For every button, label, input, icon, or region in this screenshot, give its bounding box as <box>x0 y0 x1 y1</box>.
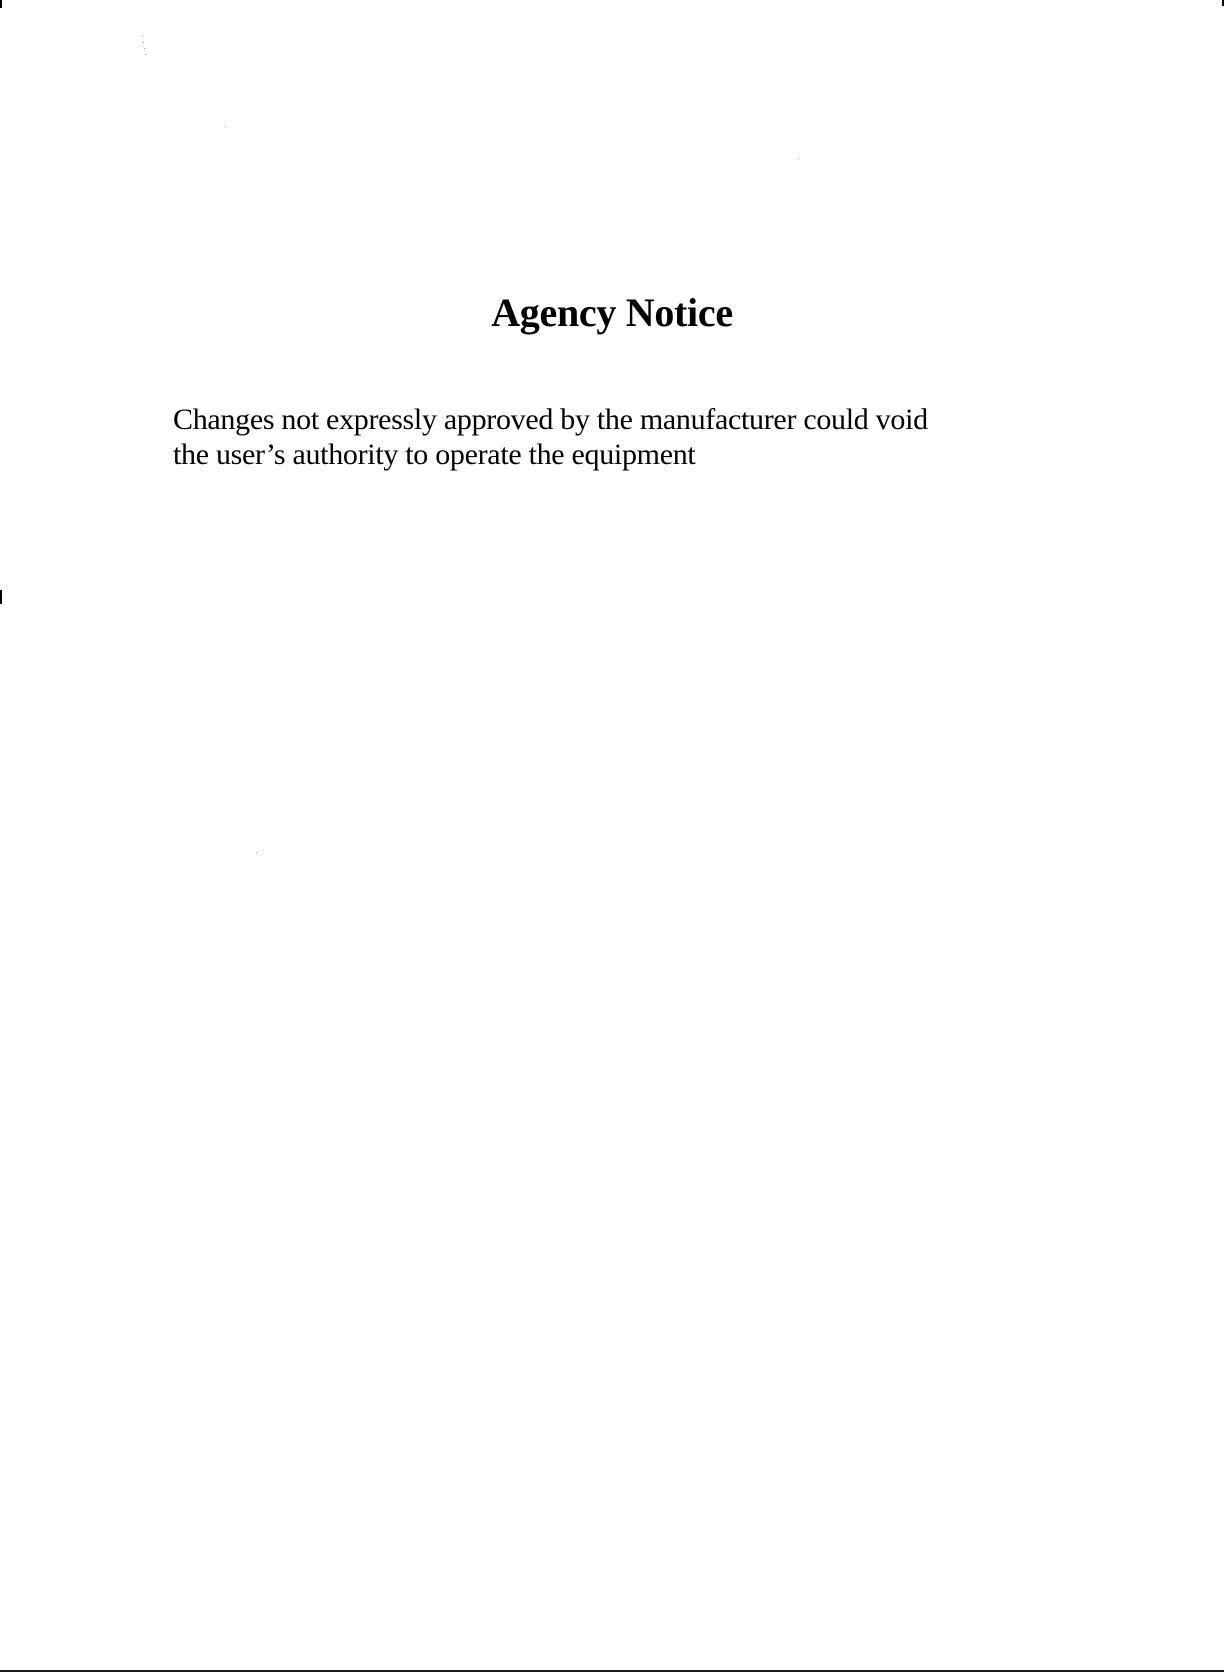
scan-edge-mark <box>0 590 2 604</box>
scan-speck <box>143 42 144 43</box>
scan-speck <box>145 54 146 55</box>
notice-line: the user’s authority to operate the equipment <box>173 438 696 471</box>
bottom-rule <box>0 1670 1224 1672</box>
scan-speck <box>798 158 799 159</box>
scan-speck <box>142 36 143 37</box>
scan-speck <box>256 852 257 853</box>
scan-speck <box>144 48 145 49</box>
scan-speck <box>225 126 226 127</box>
page-title: Agency Notice <box>491 290 733 335</box>
scan-edge-mark <box>0 0 2 8</box>
notice-line: Changes not expressly approved by the manufacturer could void <box>173 403 928 436</box>
notice-paragraph <box>173 402 1053 472</box>
